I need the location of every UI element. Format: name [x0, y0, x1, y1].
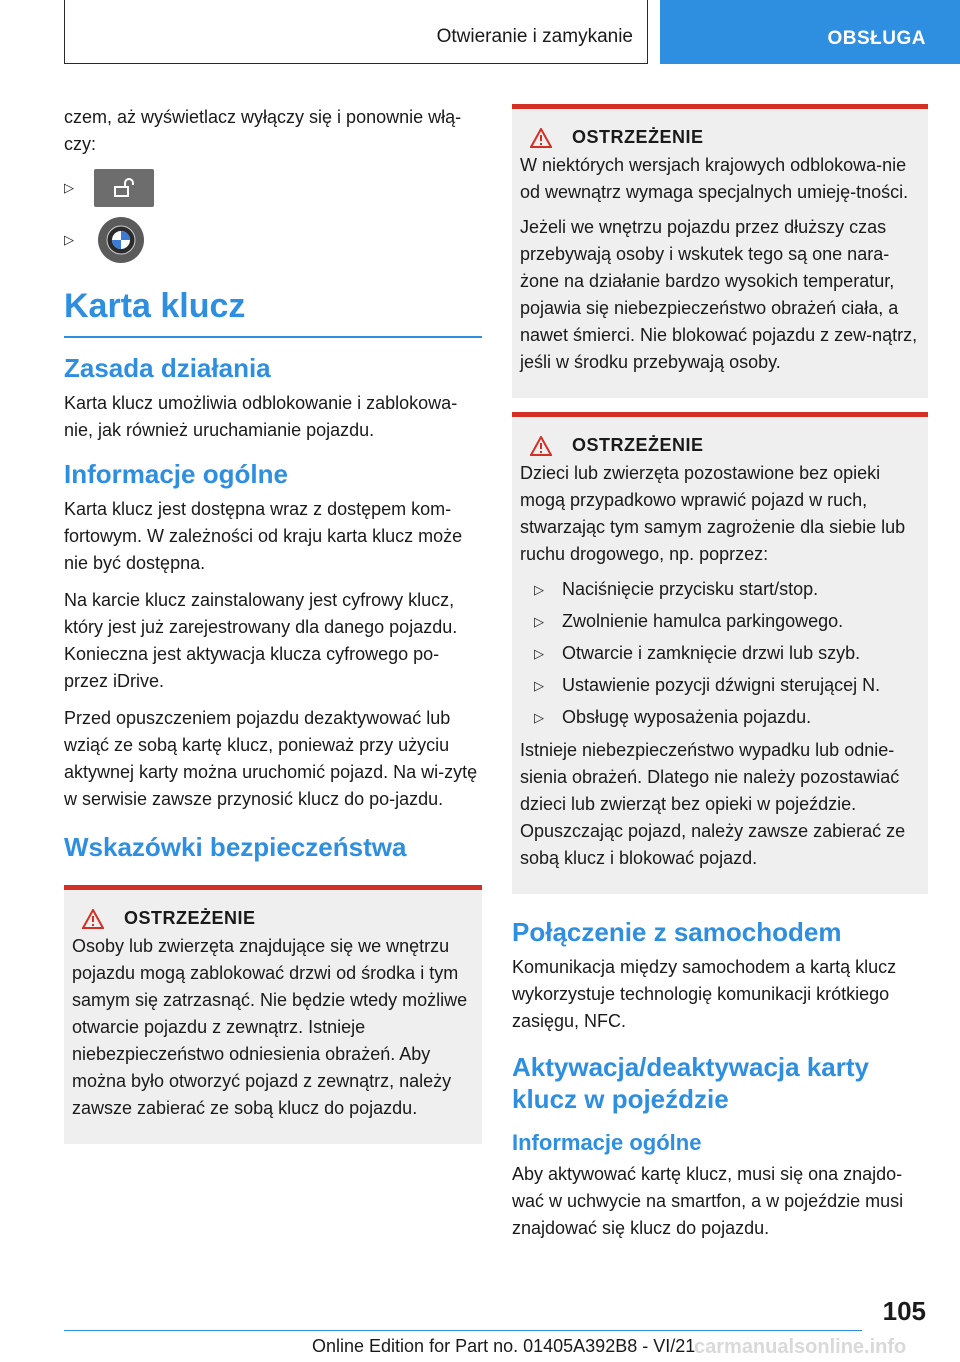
warning1-paragraph-2: Jeżeli we wnętrzu pojazdu przez dłuższy czas przebywają osoby i wskutek tego są one nara-żone na działanie bardzo wysokich temperatur, pojawia się niebezpieczeństwo obrażeń ciała, a nawet śmierci. Nie blokować pojazdu z zew-nątrz, jeśli w środku przebywają osoby. [520, 217, 918, 372]
chapter-tab-label: OBSŁUGA [827, 28, 926, 49]
warning-title-text: OSTRZEŻENIE [124, 908, 256, 928]
list-item [520, 576, 920, 603]
warning-triangle-icon [530, 436, 552, 456]
warning-title-text: OSTRZEŻENIE [572, 435, 704, 455]
page-number: 105 [882, 1296, 926, 1326]
general-paragraph-3: Przed opuszczeniem pojazdu dezaktywować lub wziąć ze sobą kartę klucz, ponieważ przy użyciu aktywnej karty można uruchomić pojazd. Na wi-zytę w serwisie zawsze przynosić klucz do po-jazdu. [64, 708, 478, 809]
warning2-paragraph-2: Istnieje niebezpieczeństwo wypadku lub odnie-sienia obrażeń. Dlatego nie należy pozostawiać dzieci lub zwierząt bez opieki w pojeździe. Opuszczając pojazd, należy zawsze zabierać ze sobą klucz i blokować pojazd. [520, 740, 906, 868]
warning2-paragraph-1: Dzieci lub zwierzęta pozostawione bez opieki mogą przypadkowo wprawić pojazd w ruch, stwarzając tym samym zagrożenie dla siebie lub ruchu drogowego, np. poprzez: [520, 463, 906, 564]
intro-text: czem, aż wyświetlacz wyłączy się i ponownie włą-czy: [64, 107, 462, 154]
warning-title [520, 435, 920, 456]
bullet-marker: ▷ [64, 232, 74, 247]
section-title: Otwieranie i zamykanie [436, 26, 633, 47]
bullet-lock [64, 168, 482, 208]
warning1-paragraph-1: W niektórych wersjach krajowych odblokowa-nie od wewnątrz wymaga specjalnych umieję-tności. [520, 155, 909, 202]
list-item [520, 640, 920, 667]
heading-rule [64, 336, 482, 338]
warning-title [520, 127, 920, 148]
general-paragraph-1: Karta klucz jest dostępna wraz z dostępem kom-fortowym. W zależności od kraju karta klucz może nie być dostępna. [64, 499, 463, 573]
bmw-logo-icon [98, 217, 144, 263]
warning-box [64, 885, 482, 1144]
warning-triangle-icon [530, 128, 552, 148]
bullet-marker: ▷ [534, 646, 544, 661]
warning-title [72, 908, 474, 929]
heading-karta-klucz: Karta klucz [64, 287, 246, 325]
list-item-text: Ustawienie pozycji dźwigni sterującej N. [562, 675, 881, 695]
connection-text: Komunikacja między samochodem a kartą klucz wykorzystuje technologię komunikacji krótkiego zasięgu, NFC. [512, 957, 897, 1031]
chapter-tab [660, 0, 960, 64]
warning-text: Osoby lub zwierzęta znajdujące się we wnętrzu pojazdu mogą zablokować drzwi od środka i tym samym się zatrzasnąć. Nie będzie wtedy możliwe otwarcie pojazdu z zewnątrz. Istnieje niebezpieczeństwo odniesienia obrażeń. Aby można było otworzyć pojazd z zewnątrz, należy zawsze zabierać ze sobą klucz do pojazdu. [72, 936, 468, 1118]
bullet-marker: ▷ [534, 582, 544, 597]
warning2-list [520, 576, 920, 731]
bullet-marker: ▷ [64, 180, 74, 195]
list-item [520, 704, 920, 731]
warning-box-1 [512, 104, 928, 398]
list-item-text: Otwarcie i zamknięcie drzwi lub szyb. [562, 643, 861, 663]
list-item [520, 608, 920, 635]
list-item-text: Naciśnięcie przycisku start/stop. [562, 579, 819, 599]
bullet-marker: ▷ [534, 614, 544, 629]
warning-box-2 [512, 412, 928, 894]
subheading-general: Informacje ogólne [512, 1130, 702, 1155]
general-paragraph-2: Na karcie klucz zainstalowany jest cyfrowy klucz, który jest już zarejestrowany dla danego pojazdu. Konieczna jest aktywacja klucza cyfrowego po-przez iDrive. [64, 590, 458, 691]
warning-title-text: OSTRZEŻENIE [572, 127, 704, 147]
bullet-marker: ▷ [534, 678, 544, 693]
principle-text: Karta klucz umożliwia odblokowanie i zablokowa-nie, jak również uruchamianie pojazdu. [64, 393, 458, 440]
heading-principle: Zasada działania [64, 353, 271, 383]
heading-safety: Wskazówki bezpieczeństwa [64, 832, 407, 862]
warning-triangle-icon [82, 909, 104, 929]
bullet-marker: ▷ [534, 710, 544, 725]
activation-text: Aby aktywować kartę klucz, musi się ona znajdo-wać w uchwycie na smartfon, a w pojeździe musi znajdować się klucz do pojazdu. [512, 1164, 904, 1238]
header-section-box [64, 0, 648, 64]
heading-general: Informacje ogólne [64, 459, 288, 489]
edition-text: Online Edition for Part no. 01405A392B8 - VI/21 [312, 1336, 696, 1356]
list-item-text: Obsługę wyposażenia pojazdu. [562, 707, 812, 727]
heading-connection: Połączenie z samochodem [512, 917, 842, 947]
heading-activation: Aktywacja/deaktywacja karty klucz w pojeździe [512, 1052, 869, 1114]
list-item [520, 672, 920, 699]
right-column [512, 104, 928, 1252]
lock-open-icon [94, 169, 154, 207]
bullet-bmw [64, 220, 482, 260]
footer-rule [64, 1330, 862, 1331]
watermark: carmanualsonline.info [694, 1336, 907, 1358]
list-item-text: Zwolnienie hamulca parkingowego. [562, 611, 844, 631]
left-column [64, 104, 482, 1144]
